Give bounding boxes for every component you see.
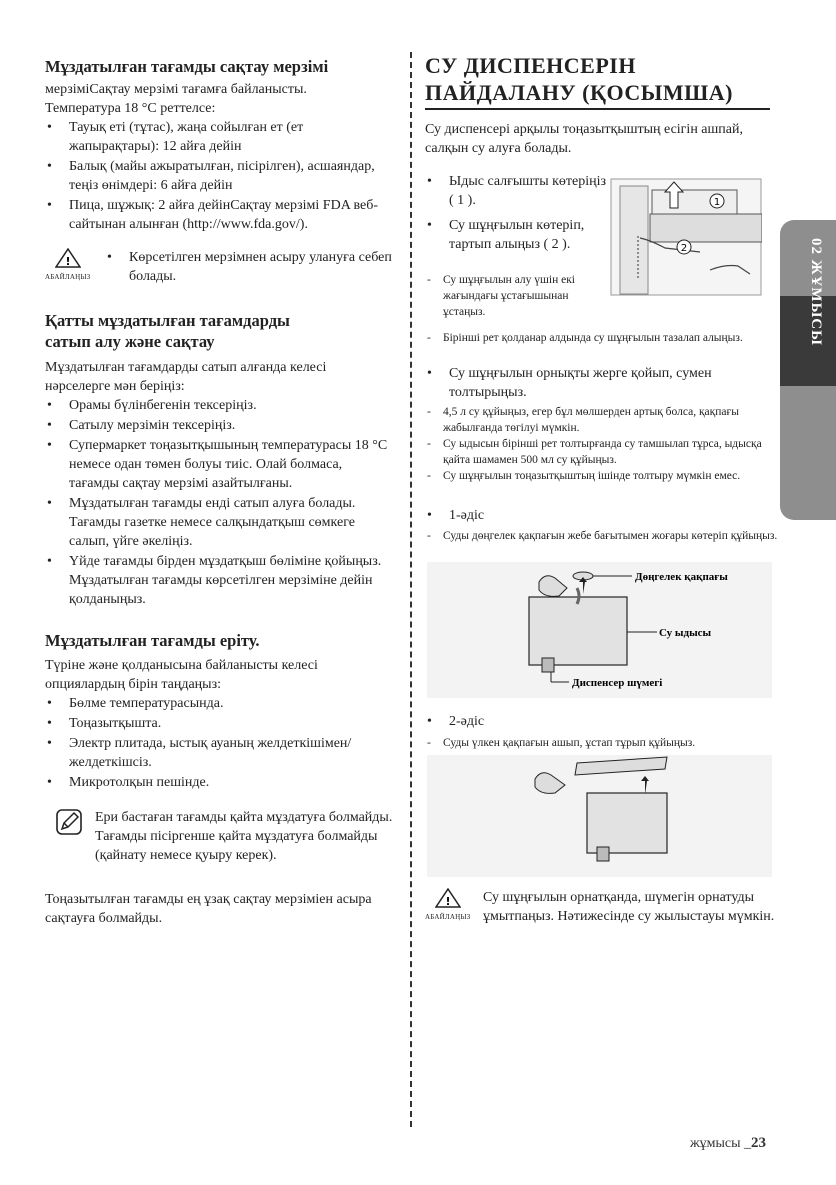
- list-item: • Үйде тағамды бірден мұздатқыш бөліміне қойыңыз. Мұздатылған тағамды көрсетілген мерзіміне дейін қолданыңыз.: [45, 552, 395, 609]
- footer-label: жұмысы _: [689, 1136, 751, 1151]
- list-item: • Орамы бүлінбегенін тексеріңіз.: [45, 396, 395, 415]
- main-title: [425, 52, 770, 110]
- storage-list: [45, 118, 395, 234]
- svg-text:!: !: [64, 255, 71, 268]
- dispenser-intro: Су диспенсері арқылы тоңазытқыштың есігін ашпай, салқын су алуға болады.: [425, 122, 744, 156]
- note-text: Ери бастаған тағамды қайта мұздатуға болмайды. Тағамды пісіргенше қайта мұздатуға болмайды (қайнату немесе қуыру керек).: [95, 810, 393, 863]
- tank-round-cap-illustration: [427, 562, 772, 703]
- fig1-mark-1: 1: [713, 197, 721, 208]
- list-item: • Пица, шұжық: 2 айға дейінСақтау мерзімі FDA веб-сайтынан алынған (http://www.fda.gov/).: [45, 196, 395, 234]
- list-item: • Тоңазытқышта.: [45, 714, 395, 733]
- place-step: • Су шұңғылын орнықты жерге қойып, сумен толтырыңыз.: [425, 364, 770, 402]
- storage-temp: Температура 18 °С реттелсе:: [45, 101, 216, 116]
- section-title-purchase: [45, 310, 290, 352]
- dash-item: - Бірінші рет қолданар алдында су шұңғылын тазалап алыңыз.: [425, 330, 783, 346]
- thaw-list: [45, 694, 395, 792]
- page-footer: [690, 1135, 766, 1152]
- purchase-intro: Мұздатылған тағамдарды сатып алғанда келесі нәрселерге мән беріңіз:: [45, 360, 327, 394]
- warning-text: Су шұңғылын орнатқанда, шүмегін орнатуды ұмытпаңыз. Нәтижесінде су жылыстауы мүмкін.: [483, 890, 775, 924]
- warning-label: АБАЙЛАҢЫЗ: [425, 913, 471, 921]
- dispenser-warning-box: [425, 888, 775, 926]
- step-note: - Су шұңғылын алу үшін екі жағындағы ұстағышынан ұстаңыз.: [425, 272, 613, 320]
- dash-item: - Су шұңғылын тоңазытқыштың ішінде толтыру мүмкін емес.: [425, 468, 770, 484]
- title-line: сатып алу және сақтау: [45, 332, 215, 351]
- list-item: • Мұздатылған тағамды енді сатып алуға болады. Тағамды газетке немесе салқындатқыш сөмкеге салып, үйге әкеліңіз.: [45, 494, 395, 551]
- list-item: • Сатылу мерзімін тексеріңіз.: [45, 416, 395, 435]
- step-list: [425, 172, 610, 255]
- thaw-outro: Тоңазытылған тағамды ең ұзақ сақтау мерзіміен асыра сақтауға болмайды.: [45, 892, 372, 926]
- note-icon: [55, 808, 83, 841]
- fig2-cap-label: Дөңгелек қақпағы: [635, 571, 728, 583]
- list-item: • Тауық еті (тұтас), жаңа сойылған ет (ет жапырақтары): 12 айға дейін: [45, 118, 395, 156]
- note-box: [45, 808, 395, 865]
- side-tab-label: 02 ЖҰМЫСЫ: [808, 238, 824, 346]
- method-1-text: - Суды дөңгелек қақпағын жебе бағытымен жоғары көтеріп құйыңыз.: [425, 528, 783, 544]
- storage-intro: мерзіміСақтау мерзімі тағамға байланысты.: [45, 82, 307, 97]
- title-line: Қатты мұздатылған тағамдарды: [45, 311, 290, 330]
- method-2-text: - Суды үлкен қақпағын ашып, ұстап тұрып құйыңыз.: [425, 735, 783, 751]
- main-title-line1: СУ ДИСПЕНСЕРІН: [425, 53, 636, 78]
- step-item: • Су шұңғылын көтеріп, тартып алыңыз ( 2 ).: [425, 216, 610, 254]
- list-item: • Бөлме температурасында.: [45, 694, 395, 713]
- list-item: • Супермаркет тоңазытқышының температурасы 18 °С немесе одан төмен болуы тиіс. Олай болмаса, тағамды сақтау мерзімі азайтылғаны.: [45, 436, 395, 493]
- purchase-list: [45, 396, 395, 609]
- list-item: • Электр плитада, ыстық ауаның желдеткішімен/ желдеткішсіз.: [45, 734, 395, 772]
- fig2-nozzle-label: Диспенсер шүмегі: [572, 677, 663, 689]
- method-2-label: • 2-әдіс: [425, 712, 770, 731]
- svg-text:!: !: [444, 895, 451, 908]
- page-number: 23: [751, 1135, 766, 1151]
- warning-box: [45, 248, 395, 287]
- column-divider: [410, 52, 412, 1127]
- warning-text: • Көрсетілген мерзімнен асыру улануға себеп болады.: [105, 248, 395, 286]
- warning-icon: [425, 888, 470, 921]
- section-title-storage: Мұздатылған тағамды сақтау мерзімі: [45, 57, 329, 76]
- method-1-label: • 1-әдіс: [425, 506, 770, 525]
- thaw-intro: Түріне және қолданысына байланысты келесі опциялардың бірін таңдаңыз:: [45, 658, 318, 692]
- main-title-line2: ПАЙДАЛАНУ (ҚОСЫМША): [425, 80, 733, 105]
- list-item: • Микротолқын пешінде.: [45, 773, 395, 792]
- dash-item: - Су ыдысын бірінші рет толтырғанда су тамшылап тұрса, ыдысқа қайта шамамен 500 мл су құйыңыз.: [425, 436, 770, 468]
- warning-label: АБАЙЛАҢЫЗ: [45, 273, 91, 281]
- fridge-door-illustration: [610, 178, 762, 301]
- fig2-tank-label: Су ыдысы: [659, 627, 712, 639]
- step-item: • Ыдыс салғышты көтеріңіз ( 1 ).: [425, 172, 610, 210]
- list-item: • Балық (майы ажыратылған, пісірілген), асшаяндар, теңіз өнімдері: 6 айға дейін: [45, 157, 395, 195]
- warning-icon: [45, 248, 90, 281]
- fig1-mark-2: 2: [680, 243, 688, 254]
- dash-item: - 4,5 л су құйыңыз, егер бұл мөлшерден артық болса, қақпағы жабылғанда төгілуі мүмкін.: [425, 404, 770, 436]
- section-title-thaw: Мұздатылған тағамды еріту.: [45, 631, 260, 650]
- tank-large-lid-illustration: [427, 755, 772, 882]
